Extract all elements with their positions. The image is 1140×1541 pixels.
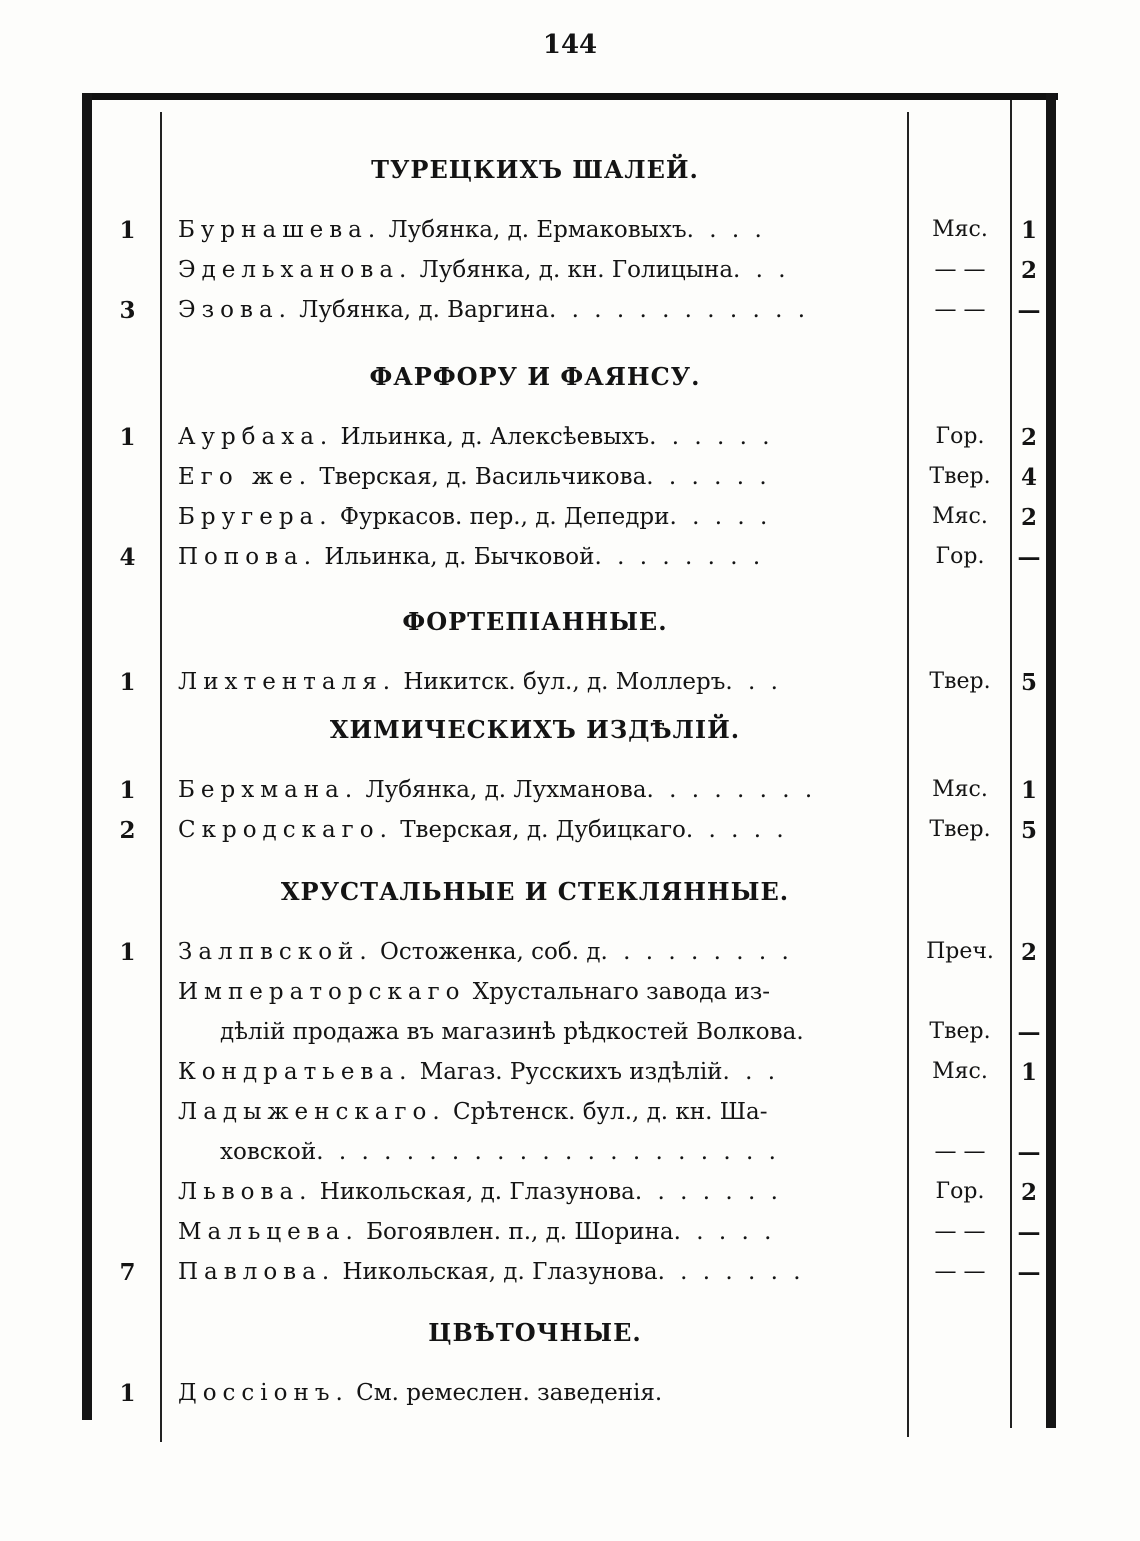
section-heading: ХРУСТАЛЬНЫЕ И СТЕКЛЯННЫЕ. bbox=[280, 877, 790, 906]
entry-number: 1 bbox=[119, 777, 136, 804]
entry-number: 1 bbox=[119, 1380, 136, 1407]
merchant-address: ховской bbox=[220, 1139, 317, 1165]
merchant-name: Павлова. bbox=[178, 1259, 336, 1285]
merchant-name: Кондратьева. bbox=[178, 1059, 413, 1085]
merchant-name: Залпвской. bbox=[178, 939, 373, 965]
table-row bbox=[0, 504, 1140, 538]
leader-dots: . . . . . . . . . bbox=[600, 939, 793, 965]
shop-count: — bbox=[1017, 1219, 1041, 1246]
district-abbrev: Гор. bbox=[935, 424, 985, 449]
entry-number: 4 bbox=[119, 544, 136, 571]
shop-count: 1 bbox=[1020, 1059, 1037, 1086]
entry-text bbox=[178, 1099, 900, 1125]
table-row bbox=[0, 297, 1140, 331]
district-abbrev: — — bbox=[934, 1219, 986, 1244]
table-row bbox=[0, 1099, 1140, 1133]
district-abbrev: Твер. bbox=[929, 669, 991, 694]
shop-count: — bbox=[1017, 1019, 1041, 1046]
district-abbrev: — — bbox=[934, 1139, 986, 1164]
district-abbrev: Твер. bbox=[929, 1019, 991, 1044]
shop-count: 4 bbox=[1020, 464, 1037, 491]
section-heading: ЦВѢТОЧНЫЕ. bbox=[428, 1318, 642, 1347]
merchant-name: Эзова. bbox=[178, 297, 292, 323]
merchant-address: Фуркасов. пер., д. Депедри bbox=[332, 504, 670, 530]
district-abbrev: Мяс. bbox=[932, 1059, 988, 1084]
shop-count: — bbox=[1017, 297, 1041, 324]
merchant-address: Лубянка, д. Ермаковыхъ bbox=[381, 217, 687, 243]
district-abbrev: Гор. bbox=[935, 1179, 985, 1204]
table-row bbox=[0, 979, 1140, 1013]
entry-number: 1 bbox=[119, 424, 136, 451]
merchant-address: Магаз. Русскихъ издѣлій bbox=[412, 1059, 723, 1085]
leader-dots: . . . . bbox=[686, 217, 766, 243]
table-row bbox=[0, 464, 1140, 498]
entry-text bbox=[178, 1179, 900, 1205]
merchant-name: Бурнашева. bbox=[178, 217, 382, 243]
table-row bbox=[0, 1219, 1140, 1253]
leader-dots: . . . . . bbox=[685, 817, 788, 843]
table-row bbox=[0, 939, 1140, 973]
entry-number: 1 bbox=[119, 669, 136, 696]
shop-count: 2 bbox=[1020, 257, 1037, 284]
leader-dots: . . . . . . . bbox=[657, 1259, 805, 1285]
district-abbrev: Преч. bbox=[926, 939, 994, 964]
merchant-address: Срѣтенск. бул., д. кн. Ша- bbox=[445, 1099, 768, 1125]
entry-number: 2 bbox=[119, 817, 136, 844]
merchant-address: Тверская, д. Дубицкаго bbox=[392, 817, 686, 843]
merchant-name: Скродскаго. bbox=[178, 817, 393, 843]
merchant-address: Хрустальнаго завода из- bbox=[465, 979, 771, 1005]
entry-text bbox=[178, 257, 900, 283]
table-row bbox=[0, 257, 1140, 291]
merchant-address: Никольская, д. Глазунова bbox=[335, 1259, 658, 1285]
merchant-name: Берхмана. bbox=[178, 777, 359, 803]
table-row bbox=[0, 1380, 1140, 1414]
page-number: 144 bbox=[542, 30, 598, 60]
frame-top-border bbox=[82, 93, 1058, 100]
shop-count: — bbox=[1017, 544, 1041, 571]
entry-text bbox=[178, 1380, 900, 1406]
table-row bbox=[0, 1059, 1140, 1093]
merchant-name: Бругера. bbox=[178, 504, 333, 530]
merchant-address: Никитск. бул., д. Моллеръ bbox=[396, 669, 726, 695]
leader-dots: . . . . . bbox=[673, 1219, 776, 1245]
entry-text bbox=[178, 939, 900, 965]
merchant-address: Лубянка, д. кн. Голицына bbox=[412, 257, 734, 283]
leader-dots: . . . . . bbox=[669, 504, 772, 530]
merchant-name: Лихтенталя. bbox=[178, 669, 397, 695]
section-heading: ТУРЕЦКИХЪ ШАЛЕЙ. bbox=[371, 155, 699, 184]
table-row bbox=[0, 777, 1140, 811]
table-row bbox=[0, 217, 1140, 251]
section-heading: ФОРТЕПІАННЫЕ. bbox=[402, 607, 668, 636]
shop-count: 1 bbox=[1020, 777, 1037, 804]
table-row bbox=[0, 424, 1140, 458]
merchant-address: Лубянка, д. Лухманова bbox=[358, 777, 647, 803]
table-row bbox=[0, 1179, 1140, 1213]
shop-count: 1 bbox=[1020, 217, 1037, 244]
district-abbrev: Мяс. bbox=[932, 504, 988, 529]
leader-dots: . . . . . . . . . . . . bbox=[548, 297, 810, 323]
shop-count: 2 bbox=[1020, 1179, 1037, 1206]
district-abbrev: — — bbox=[934, 257, 986, 282]
merchant-name: Аурбаха. bbox=[178, 424, 334, 450]
merchant-address: Тверская, д. Васильчикова bbox=[312, 464, 647, 490]
table-row bbox=[0, 1259, 1140, 1293]
entry-text bbox=[178, 669, 900, 695]
leader-dots: . . . . . . . . bbox=[646, 777, 817, 803]
leader-dots: . . . . . . bbox=[646, 464, 771, 490]
leader-dots: . . . bbox=[722, 1059, 780, 1085]
merchant-name: Львова. bbox=[178, 1179, 313, 1205]
entry-text bbox=[178, 777, 900, 803]
merchant-name: Эдельханова. bbox=[178, 257, 413, 283]
merchant-name: Мальцева. bbox=[178, 1219, 359, 1245]
entry-text bbox=[220, 1019, 900, 1045]
entry-text bbox=[178, 817, 900, 843]
shop-count: 2 bbox=[1020, 424, 1037, 451]
shop-count: 5 bbox=[1020, 817, 1037, 844]
entry-text bbox=[178, 464, 900, 490]
merchant-name: Императорскаго bbox=[178, 979, 466, 1005]
entry-text bbox=[178, 544, 900, 570]
merchant-address: Ильинка, д. Бычковой bbox=[317, 544, 595, 570]
district-abbrev: — — bbox=[934, 297, 986, 322]
entry-text bbox=[178, 1259, 900, 1285]
entry-text bbox=[178, 424, 900, 450]
merchant-address: См. ремеслен. заведенія. bbox=[348, 1380, 663, 1406]
entry-text bbox=[178, 1059, 900, 1085]
merchant-address: дѣлій продажа въ магазинѣ рѣдкостей Волкова. bbox=[220, 1019, 804, 1045]
district-abbrev: Твер. bbox=[929, 464, 991, 489]
leader-dots: . . . bbox=[733, 257, 790, 283]
entry-text bbox=[178, 297, 900, 323]
shop-count: — bbox=[1017, 1259, 1041, 1286]
table-row bbox=[0, 669, 1140, 703]
leader-dots: . . . . . . . . . . . . . . . . . . . . . bbox=[316, 1139, 780, 1165]
shop-count: 5 bbox=[1020, 669, 1037, 696]
table-row bbox=[0, 817, 1140, 851]
merchant-name: Его же. bbox=[178, 464, 313, 490]
merchant-name: Доссіонъ. bbox=[178, 1380, 349, 1406]
shop-count: 2 bbox=[1020, 504, 1037, 531]
entry-number: 3 bbox=[119, 297, 136, 324]
district-abbrev: Мяс. bbox=[932, 777, 988, 802]
shop-count: 2 bbox=[1020, 939, 1037, 966]
section-heading: ХИМИЧЕСКИХЪ ИЗДѢЛІЙ. bbox=[329, 715, 741, 744]
shop-count: — bbox=[1017, 1139, 1041, 1166]
table-row bbox=[0, 544, 1140, 578]
entry-text bbox=[220, 1139, 900, 1165]
district-abbrev: Мяс. bbox=[932, 217, 988, 242]
entry-text bbox=[178, 217, 900, 243]
entry-number: 1 bbox=[119, 939, 136, 966]
section-heading: ФАРФОРУ И ФАЯНСУ. bbox=[369, 362, 701, 391]
table-row bbox=[0, 1019, 1140, 1053]
merchant-address: Богоявлен. п., д. Шорина bbox=[358, 1219, 674, 1245]
leader-dots: . . . . . . bbox=[649, 424, 774, 450]
entry-text bbox=[178, 979, 900, 1005]
merchant-address: Остоженка, соб. д bbox=[372, 939, 601, 965]
entry-text bbox=[178, 1219, 900, 1245]
table-row bbox=[0, 1139, 1140, 1173]
district-abbrev: — — bbox=[934, 1259, 986, 1284]
district-abbrev: Твер. bbox=[929, 817, 991, 842]
leader-dots: . . . . . . . bbox=[634, 1179, 782, 1205]
entry-number: 7 bbox=[119, 1259, 136, 1286]
leader-dots: . . . bbox=[725, 669, 782, 695]
merchant-name: Попова. bbox=[178, 544, 318, 570]
merchant-name: Ладыженскаго. bbox=[178, 1099, 446, 1125]
merchant-address: Никольская, д. Глазунова bbox=[312, 1179, 635, 1205]
district-abbrev: Гор. bbox=[935, 544, 985, 569]
merchant-address: Лубянка, д. Варгина bbox=[291, 297, 549, 323]
merchant-address: Ильинка, д. Алексѣевыхъ bbox=[333, 424, 650, 450]
entry-number: 1 bbox=[119, 217, 136, 244]
leader-dots: . . . . . . . . bbox=[594, 544, 765, 570]
entry-text bbox=[178, 504, 900, 530]
